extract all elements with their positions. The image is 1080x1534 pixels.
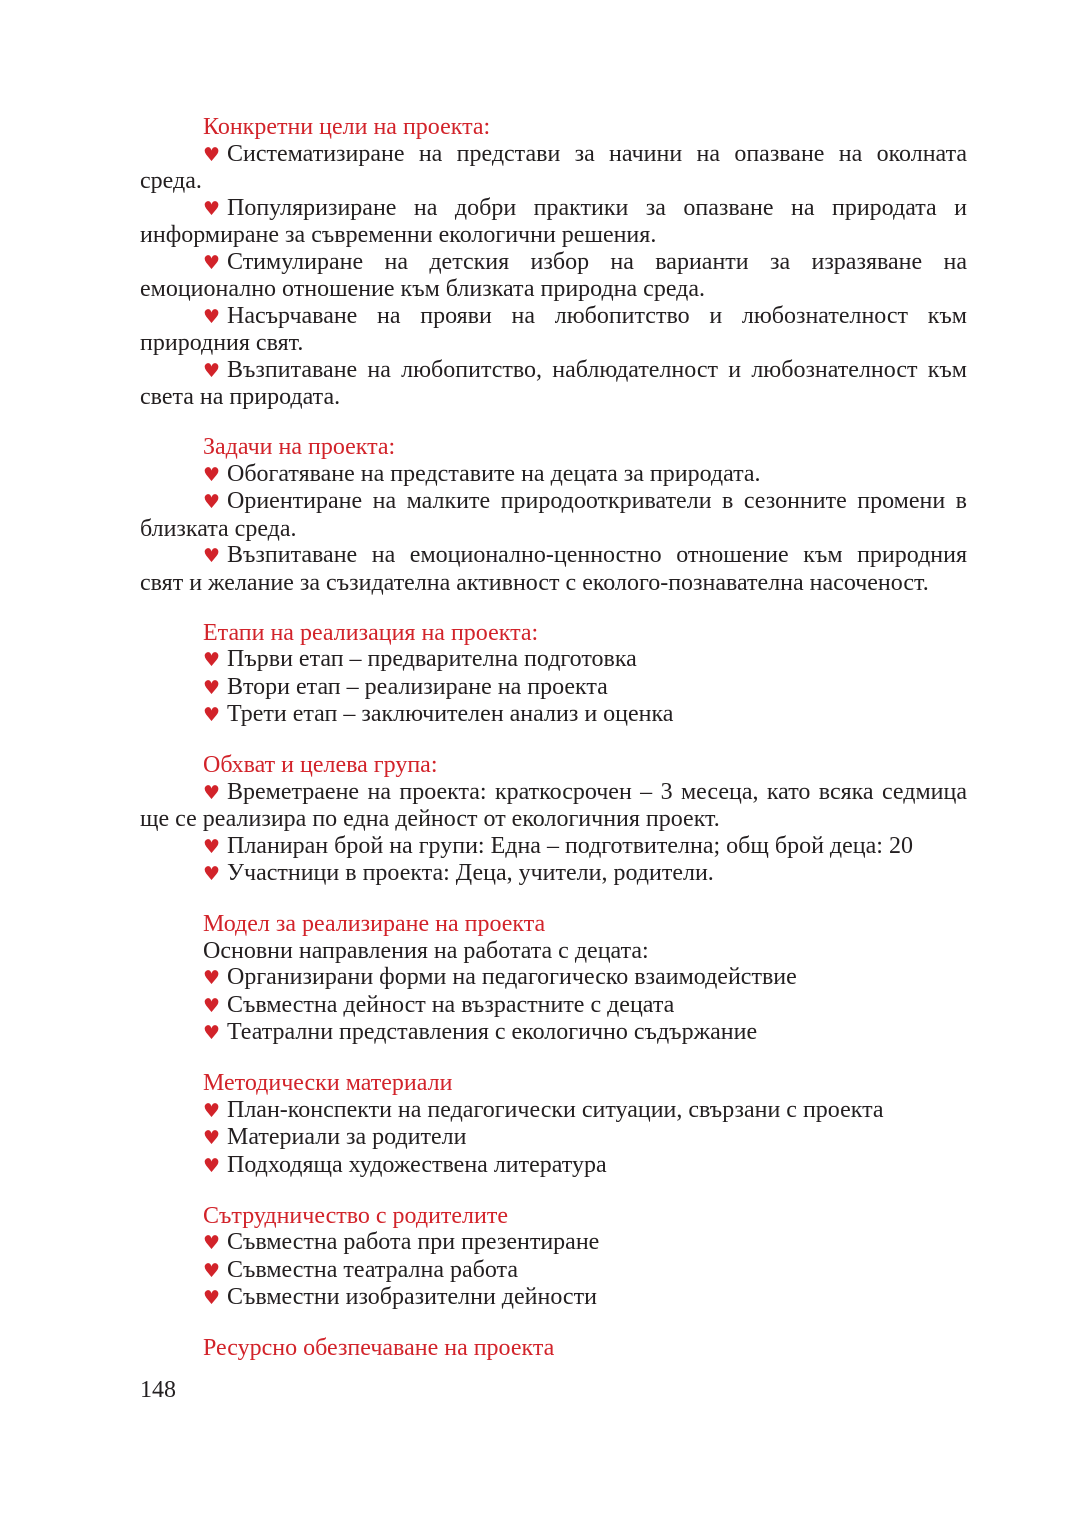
bullet-text: Насърчаване на прояви на любопитство и любознателност към природния свят. [140, 302, 967, 356]
heart-bullet-icon: ♥ [203, 197, 221, 220]
bullet-text: Театрални представления с екологично съдържание [227, 1019, 758, 1045]
bullet-text: Съвместна работа при презентиране [227, 1229, 600, 1255]
bullet-text: План-конспекти на педагогически ситуации, свързани с проекта [227, 1096, 884, 1123]
bullet-paragraph [140, 779, 967, 833]
bullet-paragraph [140, 542, 967, 596]
bullet-text: Трети етап – заключителен анализ и оценка [227, 701, 674, 727]
bullet-text: Планиран брой на групи: Една – подготвителна; общ брой деца: 20 [227, 832, 913, 859]
section [140, 114, 967, 411]
section [140, 911, 967, 1047]
bullet-item [203, 701, 967, 729]
bullet-item [203, 992, 967, 1020]
heart-bullet-icon: ♥ [203, 545, 221, 567]
heart-bullet-icon: ♥ [203, 863, 221, 885]
section-heading: Сътрудничество с родителите [203, 1202, 509, 1229]
heart-bullet-icon: ♥ [203, 463, 221, 486]
section [140, 434, 967, 596]
bullet-text: Материали за родители [227, 1124, 467, 1150]
heart-bullet-icon: ♥ [203, 1022, 221, 1044]
bullet-item [203, 1257, 967, 1285]
heart-bullet-icon: ♥ [203, 305, 221, 328]
bullet-paragraph [140, 357, 967, 411]
bullet-paragraph [140, 141, 967, 195]
heart-bullet-icon: ♥ [203, 359, 221, 382]
bullet-text: Времетраене на проекта: краткосрочен – 3 месеца, като всяка седмица ще се реализира по една дейност от екологичния проект. [140, 778, 967, 832]
heart-bullet-icon: ♥ [203, 676, 221, 699]
heart-bullet-icon: ♥ [203, 835, 221, 858]
page-number: 148 [140, 1377, 176, 1403]
bullet-item [203, 964, 967, 992]
bullet-text: Стимулиране на детския избор на варианти за изразяване на емоционално отношение към близката природна среда. [140, 248, 967, 302]
bullet-text: Съвместна театрална работа [227, 1256, 518, 1283]
section [140, 620, 967, 729]
bullet-text: Подходяща художествена литература [227, 1151, 607, 1178]
section [140, 1203, 967, 1312]
bullet-paragraph [140, 249, 967, 303]
heart-bullet-icon: ♥ [203, 1259, 221, 1282]
section-intro: Основни направления на работата с децата: [203, 937, 649, 964]
section-heading: Задачи на проекта: [203, 434, 396, 460]
bullet-text: Организирани форми на педагогическо взаимодействие [227, 964, 797, 990]
section-heading: Модел за реализиране на проекта [203, 911, 546, 937]
section-heading: Методически материали [203, 1070, 453, 1096]
bullet-text: Участници в проекта: Деца, учители, родители. [227, 860, 714, 886]
heart-bullet-icon: ♥ [203, 1154, 221, 1177]
bullet-paragraph [140, 195, 967, 249]
section [140, 1335, 967, 1362]
bullet-paragraph [140, 860, 967, 888]
section-heading: Етапи на реализация на проекта: [203, 619, 539, 646]
section [140, 752, 967, 888]
heart-bullet-icon: ♥ [203, 649, 221, 671]
bullet-paragraph [140, 488, 967, 542]
bullet-paragraph [140, 303, 967, 357]
section-heading: Конкретни цели на проекта: [203, 114, 491, 140]
section [140, 1070, 967, 1179]
heart-bullet-icon: ♥ [203, 704, 221, 726]
bullet-text: Ориентиране на малките природооткриватели в сезонните промени в близката среда. [140, 488, 967, 542]
heart-bullet-icon: ♥ [203, 994, 221, 1017]
bullet-text: Популяризиране на добри практики за опазване на природата и информиране за съвременни екологични решения. [140, 194, 967, 248]
bullet-item [203, 674, 967, 702]
bullet-item [203, 1097, 967, 1125]
bullet-text: Възпитаване на емоционално-ценностно отношение към природния свят и желание за съзидателна активност с еколого-познавателна насоченост. [140, 542, 967, 596]
bullet-text: Възпитаване на любопитство, наблюдателност и любознателност към света на природата. [140, 356, 967, 410]
heart-bullet-icon: ♥ [203, 1127, 221, 1149]
bullet-text: Съвместни изобразителни дейности [227, 1284, 597, 1310]
bullet-paragraph [140, 833, 967, 861]
page-content [140, 114, 967, 1385]
section-heading: Обхват и целева група: [203, 752, 438, 778]
heart-bullet-icon: ♥ [203, 967, 221, 989]
heart-bullet-icon: ♥ [203, 781, 221, 804]
bullet-text: Обогатяване на представите на децата за природата. [227, 460, 761, 487]
bullet-item [203, 1019, 967, 1047]
bullet-paragraph [140, 461, 967, 489]
bullet-text: Първи етап – предварителна подготовка [227, 646, 637, 672]
bullet-text: Съвместна дейност на възрастните с децата [227, 991, 675, 1018]
bullet-item [203, 1152, 967, 1180]
heart-bullet-icon: ♥ [203, 1099, 221, 1122]
bullet-text: Втори етап – реализиране на проекта [227, 673, 608, 700]
heart-bullet-icon: ♥ [203, 1232, 221, 1254]
heart-bullet-icon: ♥ [203, 1287, 221, 1309]
bullet-item [203, 1284, 967, 1312]
bullet-item [203, 1229, 967, 1257]
bullet-item [203, 1124, 967, 1152]
heart-bullet-icon: ♥ [203, 491, 221, 513]
heart-bullet-icon: ♥ [203, 143, 221, 166]
bullet-item [203, 646, 967, 674]
section-heading: Ресурсно обезпечаване на проекта [203, 1335, 555, 1361]
bullet-text: Систематизиране на представи за начини на опазване на околната среда. [140, 140, 967, 194]
heart-bullet-icon: ♥ [203, 251, 221, 274]
